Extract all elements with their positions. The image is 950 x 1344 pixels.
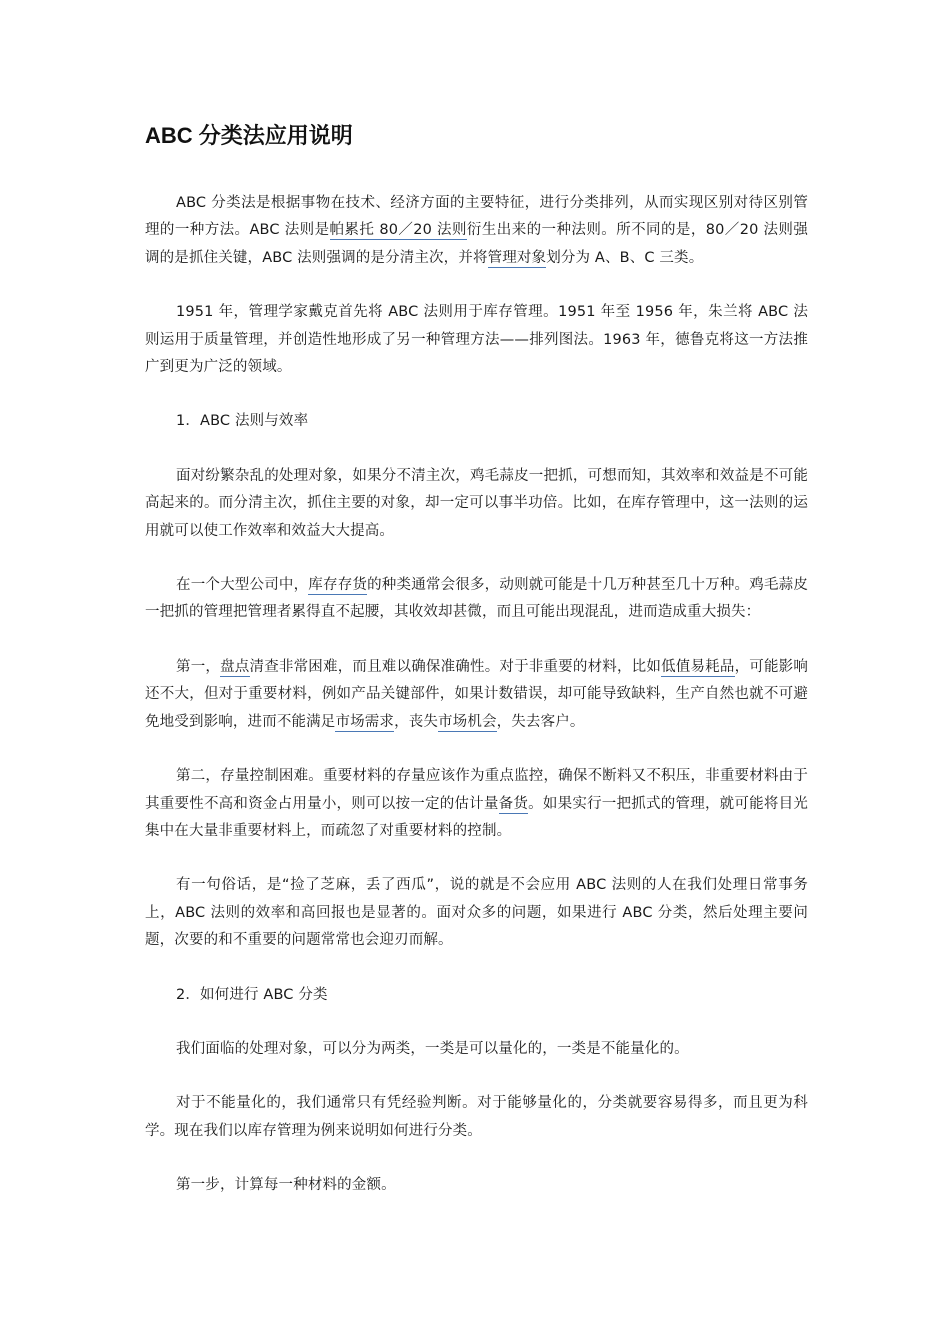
- paragraph-text: 。如果实行一把抓式的管理，就可能将目光集中在大量非重要材料上，而疏忽了对重要材料的控制。: [145, 795, 808, 839]
- low-value-consumables-link[interactable]: 低值易耗品: [661, 658, 735, 675]
- stock-preparation-link[interactable]: 备货: [498, 795, 529, 812]
- efficiency-paragraph: 面对纷繁杂乱的处理对象，如果分不清主次，鸡毛蒜皮一把抓，可想而知，其效率和效益是不可能高起来的。而分清主次，抓住主要的对象，却一定可以事半功倍。比如，在库存管理中，这一法则的运用就可以使工作效率和效益大大提高。: [145, 467, 808, 539]
- paragraph-text: 衍生出来的一种法则。所不同的是，80／20 法则强调的是抓住关键，ABC 法则强调的是分清主次，并将: [145, 222, 808, 266]
- quantifiable-paragraph: 对于不能量化的，我们通常只有凭经验判断。对于能够量化的，分类就要容易得多，而且更为科学。现在我们以库存管理为例来说明如何进行分类。: [145, 1095, 808, 1139]
- paragraph-text: ，失去客户。: [496, 713, 585, 730]
- paragraph-text: 在一个大型公司中，: [176, 577, 309, 594]
- stocktaking-link[interactable]: 盘点: [220, 658, 250, 675]
- pareto-principle-link[interactable]: 帕累托 80／20 法则: [329, 222, 467, 239]
- document-title: ABC 分类法应用说明: [145, 123, 353, 148]
- paragraph-text: ABC 分类法是根据事物在技术、经济方面的主要特征，进行分类排列，从而实现区别对待区别管理的一种方法。ABC 法则是: [145, 195, 808, 239]
- paragraph-text: 第二，存量控制困难。重要材料的存量应该作为重点监控，确保不断料又不积压，非重要材料由于其重要性不高和资金占用量小，则可以按一定的估计量: [145, 768, 808, 812]
- first-loss-paragraph: [145, 654, 808, 736]
- paragraph-text: 划分为 A、B、C 三类。: [546, 249, 704, 266]
- paragraph-text: 的种类通常会很多，动则就可能是十几万种甚至几十万种。鸡毛蒜皮一把抓的管理把管理者累得直不起腰，其收效却甚微，而且可能出现混乱，进而造成重大损失：: [145, 577, 808, 621]
- market-opportunity-link[interactable]: 市场机会: [438, 713, 497, 730]
- classification-intro-paragraph: 我们面临的处理对象，可以分为两类，一类是可以量化的，一类是不能量化的。: [176, 1040, 689, 1057]
- inventory-paragraph: [145, 572, 808, 627]
- section-heading-efficiency: 1．ABC 法则与效率: [176, 413, 309, 430]
- document-body: [145, 190, 808, 1227]
- paragraph-text: ，丧失: [394, 713, 439, 730]
- proverb-paragraph: 有一句俗话，是“捡了芝麻，丢了西瓜”，说的就是不会应用 ABC 法则的人在我们处理日常事务上，ABC 法则的效率和高回报也是显著的。面对众多的问题，如果进行 ABC 分类，然后处理主要问题，次要的和不重要的问题常常也会迎刃而解。: [145, 877, 808, 949]
- history-paragraph: 1951 年，管理学家戴克首先将 ABC 法则用于库存管理。1951 年至 1956 年，朱兰将 ABC 法则运用于质量管理，并创造性地形成了另一种管理方法——排列图法。1963 年，德鲁克将这一方法推广到更为广泛的领域。: [145, 304, 808, 376]
- paragraph-text: 第一，: [176, 658, 221, 675]
- section-heading-classification: 2．如何进行 ABC 分类: [176, 986, 328, 1003]
- second-loss-paragraph: [145, 763, 808, 845]
- paragraph-text: ，可能影响还不大，但对于重要材料，例如产品关键部件，如果计数错误，却可能导致缺料，生产自然也就不可避免地受到影响，进而不能满足: [145, 658, 809, 730]
- market-demand-link[interactable]: 市场需求: [335, 713, 395, 730]
- paragraph-text: 清查非常困难，而且难以确保准确性。对于非重要的材料，比如: [249, 658, 662, 675]
- step-one-paragraph: 第一步，计算每一种材料的金额。: [176, 1177, 396, 1194]
- intro-paragraph: [145, 190, 808, 272]
- management-object-link[interactable]: 管理对象: [487, 249, 547, 266]
- inventory-stock-link[interactable]: 库存存货: [308, 577, 368, 594]
